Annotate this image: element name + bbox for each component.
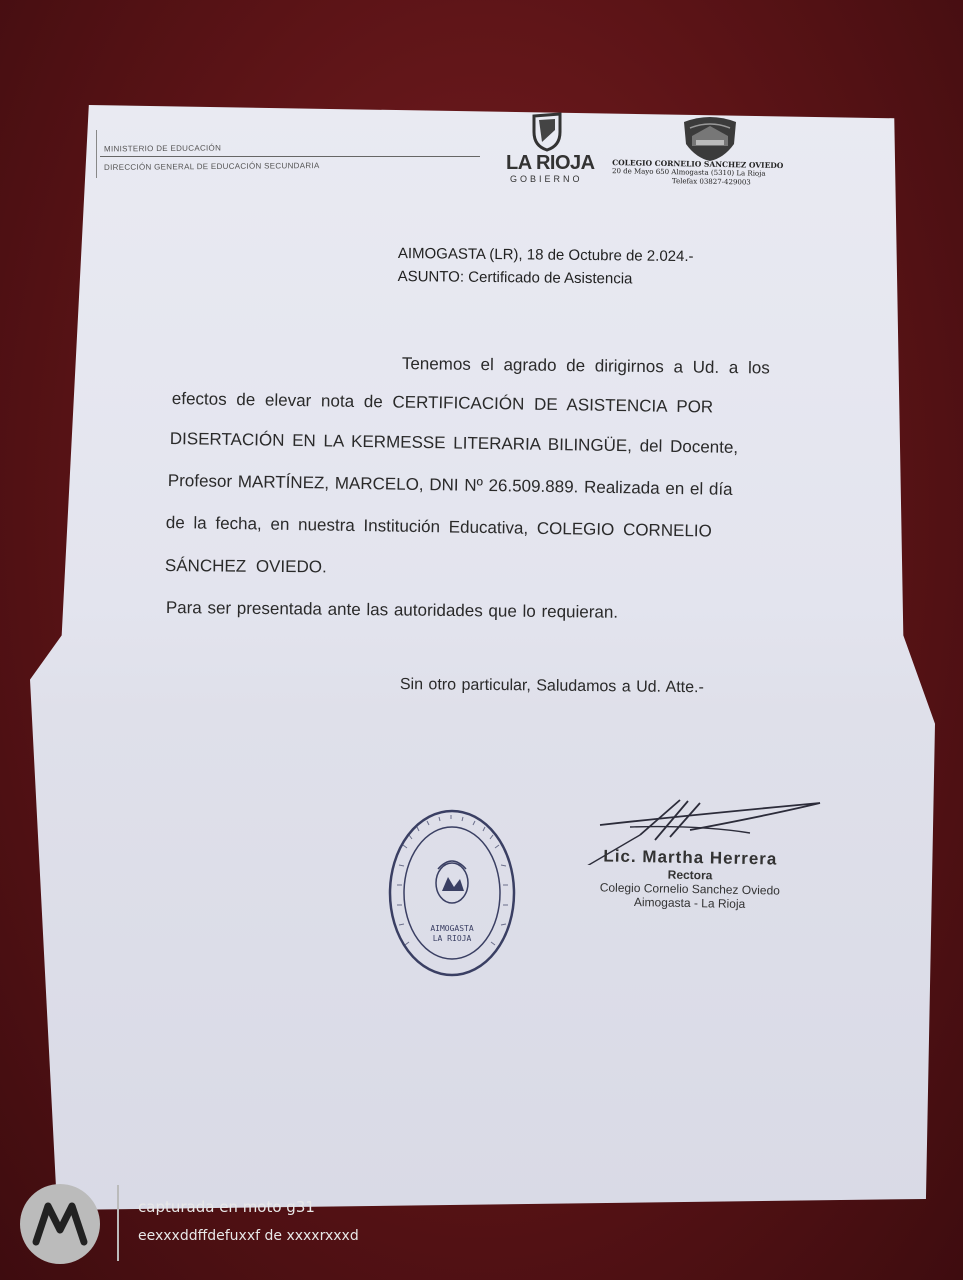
signature-block bbox=[569, 846, 810, 912]
header-rule bbox=[100, 156, 480, 157]
date-line: AIMOGASTA (LR), 18 de Octubre de 2.024.- bbox=[397, 244, 694, 266]
captured-on-text: capturada en moto g31 bbox=[138, 1198, 315, 1216]
watermark-divider bbox=[117, 1185, 119, 1261]
school-info bbox=[612, 158, 832, 189]
closing-line: Sin otro particular, Saludamos a Ud. Atte.- bbox=[399, 676, 704, 697]
camera-watermark bbox=[0, 1170, 963, 1280]
stamp-text-1: AIMOGASTA bbox=[430, 924, 474, 933]
date-subject-block bbox=[398, 242, 694, 291]
subject-line: ASUNTO: Certificado de Asistencia bbox=[397, 267, 633, 288]
body-line-2: efectos de elevar nota de CERTIFICACIÓN DE ASISTENCIA POR bbox=[171, 389, 714, 417]
body-line-7: Para ser presentada ante las autoridades que lo requieran. bbox=[165, 598, 619, 622]
stamp-text-2: LA RIOJA bbox=[432, 934, 472, 943]
motorola-logo-icon bbox=[20, 1184, 100, 1264]
body-line-1: Tenemos el agrado de dirigirnos a Ud. a los bbox=[401, 354, 770, 378]
school-address: 20 de Mayo 650 Almogasta (5310) La Rioja bbox=[611, 167, 766, 178]
la-rioja-logo bbox=[504, 112, 604, 184]
body-line-3: DISERTACIÓN EN LA KERMESSE LITERARIA BILINGÜE, del Docente, bbox=[169, 429, 739, 457]
school-crest-icon bbox=[680, 114, 740, 162]
header-rule-vertical bbox=[96, 130, 97, 178]
ministry-line-1: MINISTERIO DE EDUCACIÓN bbox=[103, 143, 222, 154]
school-phone: Telefax 03827-429003 bbox=[671, 177, 751, 187]
la-rioja-emblem-icon bbox=[530, 112, 564, 152]
la-rioja-subtitle: GOBIERNO bbox=[510, 174, 583, 184]
la-rioja-title: LA RIOJA bbox=[506, 152, 595, 174]
body-line-5: de la fecha, en nuestra Institución Educativa, COLEGIO CORNELIO bbox=[165, 513, 712, 541]
body-line-4: Profesor MARTÍNEZ, MARCELO, DNI Nº 26.509.889. Realizada en el día bbox=[167, 471, 733, 499]
school-name: COLEGIO CORNELIO SANCHEZ OVIEDO bbox=[612, 158, 784, 171]
signatory-role: Rectora bbox=[667, 867, 713, 883]
signatory-location: Aimogasta - La Rioja bbox=[633, 895, 746, 911]
ministry-line-2: DIRECCIÓN GENERAL DE EDUCACIÓN SECUNDARIA bbox=[103, 161, 320, 172]
signatory-institution: Colegio Cornelio Sanchez Oviedo bbox=[599, 880, 780, 898]
school-stamp-icon bbox=[385, 805, 520, 980]
body-line-6: SÁNCHEZ OVIEDO. bbox=[164, 556, 327, 577]
author-text: eexxxddffdefuxxf de xxxxrxxxd bbox=[138, 1228, 359, 1244]
signatory-name: Lic. Martha Herrera bbox=[603, 846, 778, 869]
